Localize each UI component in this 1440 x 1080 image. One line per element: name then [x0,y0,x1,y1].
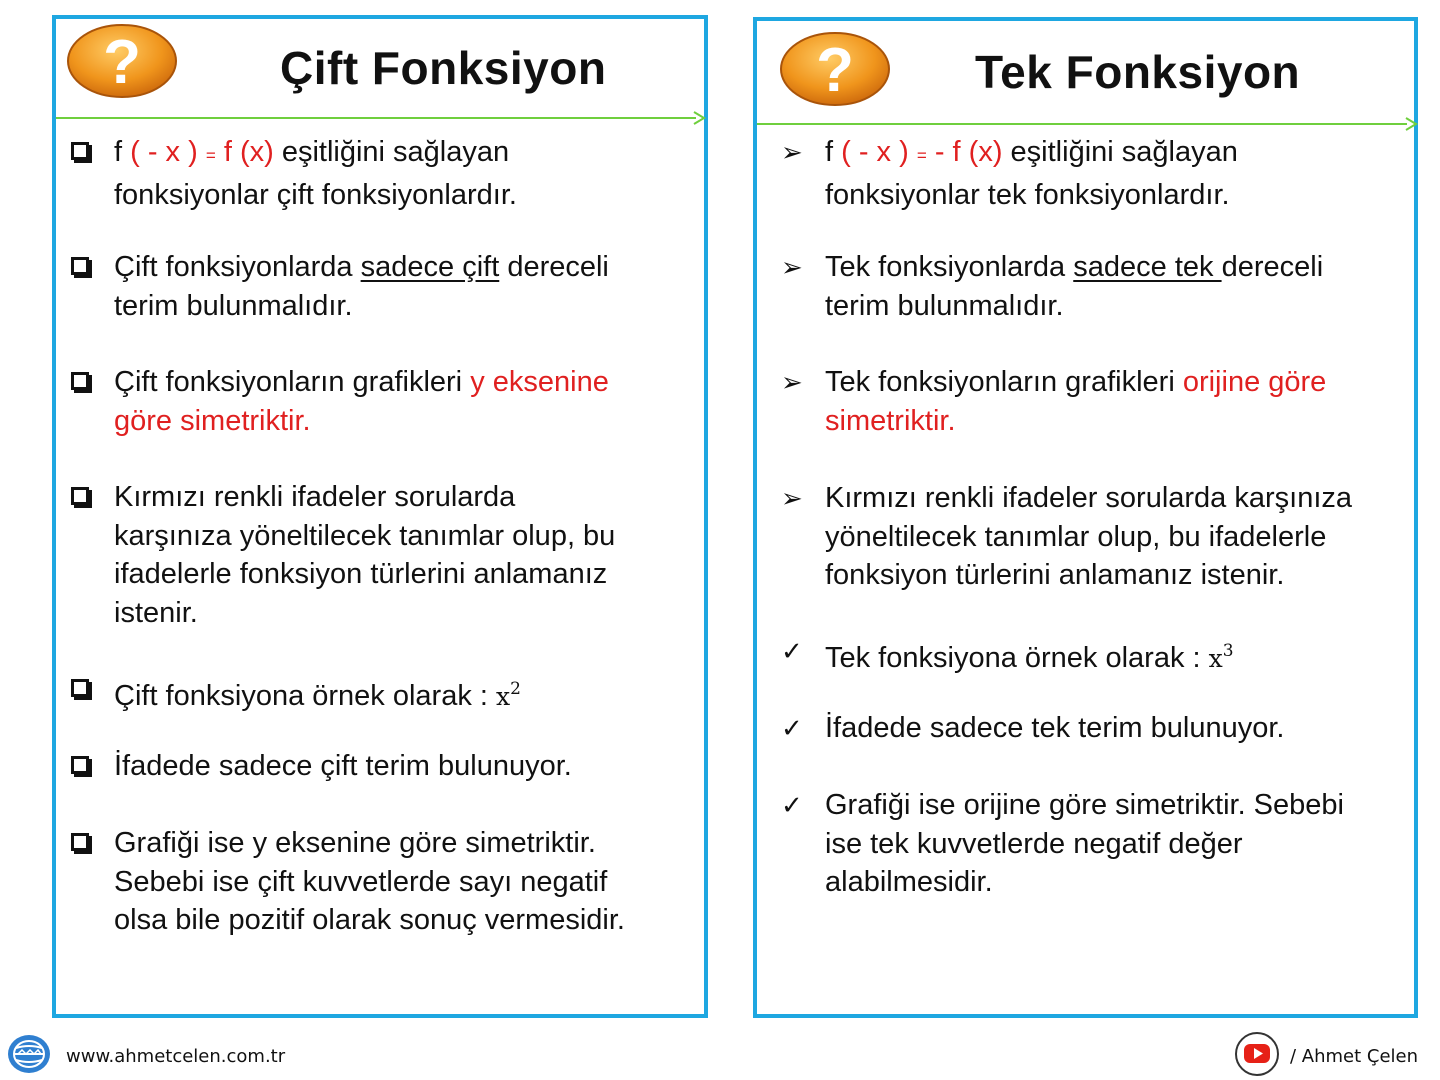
item-text: Grafiği ise y eksenine göre simetriktir. [114,827,596,859]
svg-text:?: ? [103,28,141,97]
item-text: fonksiyonlar çift fonksiyonlardır. [114,178,517,211]
youtube-icon[interactable] [1234,1031,1280,1077]
item-text: Çift fonksiyona örnek olarak : [114,680,497,712]
item-text: istenir. [114,596,198,629]
even-function-panel [52,15,708,1018]
item-text: Kırmızı renkli ifadeler sorularda karşınıza [825,482,1353,514]
highlight-text: y eksenine [470,366,609,398]
question-icon [779,31,891,107]
item-text: alabilmesidir. [825,866,993,898]
formula-rhs: f (x) [223,136,274,168]
item-text: ifadelerle fonksiyon türlerini anlamanız [114,558,608,590]
list-item [781,248,1324,325]
list-item [114,478,615,632]
item-text: fonksiyonlar tek fonksiyonlardır. [825,178,1230,211]
underlined-text: sadece tek [1073,251,1222,283]
item-text: olsa bile pozitif olarak sonuç vermesidir. [114,904,625,936]
item-text: Tek fonksiyonlarda [825,251,1074,283]
list-item [114,747,572,786]
check-bullet-icon: ✓ [781,713,803,743]
panel-title: Tek Fonksiyon [975,46,1301,98]
item-text: ise tek kuvvetlerde negatif değer [825,827,1243,860]
website-link[interactable]: www.ahmetcelen.com.tr [66,1046,286,1067]
list-item [781,709,1285,748]
item-text: dereceli [499,251,609,283]
item-text: karşınıza yöneltilecek tanımlar olup, bu [114,519,616,552]
formula-f: f [114,136,123,168]
underlined-text: sadece çift [360,251,500,283]
formula-arg: ( - x ) [841,136,909,168]
item-text: terim bulunmalıdır. [825,289,1064,322]
checkbox-bullet-icon [71,756,89,774]
math-expression: $x^3$ [1208,641,1234,673]
item-text: Kırmızı renkli ifadeler sorularda [114,481,516,513]
item-text: Grafiği ise orijine göre simetriktir. Sebebi [825,789,1344,821]
divider-arrow-icon [1404,117,1418,131]
list-item [781,632,1234,679]
item-text: dereceli [1221,251,1324,283]
highlight-text: orijine göre [1182,366,1327,398]
item-text: İfadede sadece çift terim bulunuyor. [114,750,572,782]
arrow-bullet-icon: ➢ [781,367,803,397]
checkbox-bullet-icon [71,487,89,505]
list-item [114,248,609,325]
question-icon [66,23,178,99]
check-bullet-icon: ✓ [781,636,803,666]
list-item [781,363,1327,440]
globe-icon [6,1033,52,1075]
formula-eq: = [205,146,216,165]
checkbox-bullet-icon [71,142,89,160]
highlight-text: simetriktir. [825,404,956,437]
divider-arrow-icon [692,111,706,125]
title-divider [757,123,1407,125]
item-text: Tek fonksiyonların grafikleri [825,366,1183,398]
svg-text:?: ? [816,36,854,105]
arrow-bullet-icon: ➢ [781,252,803,282]
arrow-bullet-icon: ➢ [781,483,803,513]
item-text: fonksiyon türlerini anlamanız istenir. [825,559,1285,591]
formula-f: f [825,136,834,168]
title-divider [56,117,696,119]
highlight-text: göre simetriktir. [114,404,311,437]
list-item [781,786,1344,902]
list-item [781,479,1353,595]
formula-eq: = [916,146,927,165]
math-expression: $x^2$ [496,679,521,711]
list-item [114,824,625,940]
checkbox-bullet-icon [71,679,89,697]
item-text: Çift fonksiyonların grafikleri [114,366,471,398]
odd-function-panel [753,17,1418,1018]
formula-arg: ( - x ) [130,136,198,168]
item-text: eşitliğini sağlayan [273,136,510,168]
checkbox-bullet-icon [71,833,89,851]
item-text: terim bulunmalıdır. [114,289,353,322]
item-text: yöneltilecek tanımlar olup, bu ifadelerle [825,520,1327,553]
panel-title: Çift Fonksiyon [280,42,607,94]
author-name: / Ahmet Çelen [1290,1046,1419,1067]
list-item [114,670,521,717]
list-item [114,133,517,214]
list-item [114,363,609,440]
formula-rhs: - f (x) [934,136,1003,168]
item-text: İfadede sadece tek terim bulunuyor. [825,712,1285,744]
checkbox-bullet-icon [71,372,89,390]
arrow-bullet-icon: ➢ [781,137,803,167]
item-text: Çift fonksiyonlarda [114,251,361,283]
item-text: Tek fonksiyona örnek olarak : [825,642,1209,674]
item-text: Sebebi ise çift kuvvetlerde sayı negatif [114,865,608,898]
checkbox-bullet-icon [71,257,89,275]
check-bullet-icon: ✓ [781,790,803,820]
item-text: eşitliğini sağlayan [1002,136,1238,168]
list-item [781,133,1238,214]
